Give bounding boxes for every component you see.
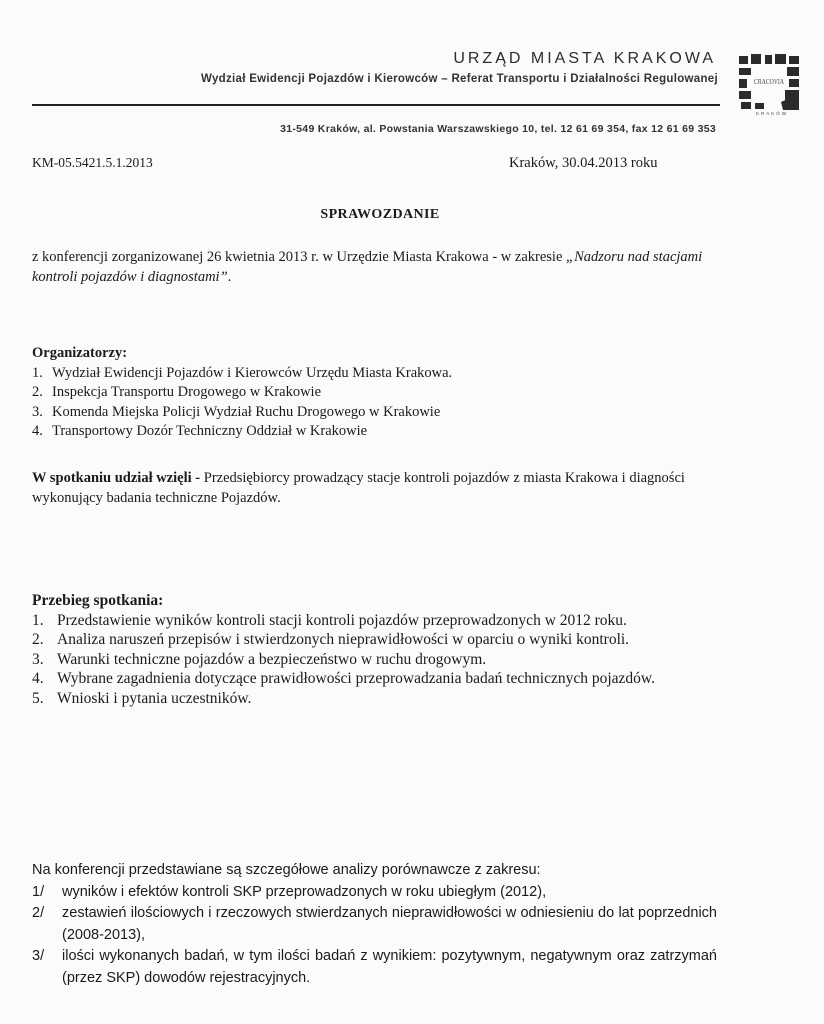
list-item-text: Transportowy Dozór Techniczny Oddział w Krakowie (52, 423, 368, 439)
list-item-number: 4. (32, 423, 43, 439)
meeting-title: Przebieg spotkania: (32, 592, 164, 609)
list-item-number: 2/ (32, 905, 45, 921)
list-item (32, 882, 717, 904)
letterhead-divider (32, 104, 720, 106)
participants-text: Przedsiębiorcy prowadzący stacje kontroli pojazdów z miasta Krakowa i diagności wykonujący badania techniczne Pojazdów. (32, 470, 685, 506)
list-item-text: Wydział Ewidencji Pojazdów i Kierowców Urzędu Miasta Krakowa. (52, 364, 453, 381)
list-item-number: 4. (32, 670, 44, 687)
document-date: Kraków, 30.04.2013 roku (509, 155, 658, 171)
list-item (32, 403, 722, 423)
reference-number: KM-05.5421.5.1.2013 (32, 155, 153, 170)
letterhead-department: Wydział Ewidencji Pojazdów i Kierowców – Referat Transportu i Działalności Regulowanej (201, 73, 718, 85)
list-item (32, 650, 722, 670)
logo-caption: KRAKÓW (755, 111, 788, 116)
list-item (32, 669, 722, 689)
list-item-text: ilości wykonanych badań, w tym ilości badań z wynikiem: pozytywnym, negatywnym oraz zatrzymań (przez SKP) dowodów rejestracyjnych. (62, 948, 717, 986)
list-item-number: 1. (32, 611, 44, 629)
letterhead-title: URZĄD MIASTA KRAKOWA (453, 50, 716, 67)
list-item (32, 422, 722, 442)
list-item-text: Wybrane zagadnienia dotyczące prawidłowości przeprowadzania badań technicznych pojazdów. (57, 670, 655, 687)
list-item-number: 3. (32, 403, 43, 420)
intro-text: z konferencji zorganizowanej 26 kwietnia 2013 r. w Urzędzie Miasta Krakowa - w zakresie (32, 249, 567, 265)
intro-end: . (227, 269, 232, 285)
list-item-number: 3/ (32, 948, 45, 964)
list-item (32, 611, 722, 631)
list-item-number: 5. (32, 689, 44, 707)
list-item-text: Inspekcja Transportu Drogowego w Krakowie (52, 384, 322, 400)
list-item-number: 1. (32, 364, 43, 381)
logo-lettering: CRACOVIA (754, 78, 784, 86)
list-item (32, 630, 722, 650)
list-item-text: Przedstawienie wyników kontroli stacji kontroli pojazdów przeprowadzonych w 2012 roku. (57, 611, 627, 629)
organizers-title: Organizatorzy: (32, 345, 128, 361)
list-item-number: 3. (32, 650, 44, 668)
list-item-text: Analiza naruszeń przepisów i stwierdzonych nieprawidłowości w oparciu o wyniki kontroli. (57, 631, 630, 648)
list-item-text: Wnioski i pytania uczestników. (57, 689, 252, 707)
conference-intro: Na konferencji przedstawiane są szczegółowe analizy porównawcze z zakresu: (32, 862, 541, 878)
organizers-section (32, 344, 722, 442)
participants-title: W spotkaniu udział wzięli - (32, 470, 204, 486)
city-logo-icon (737, 50, 803, 118)
document-heading: SPRAWOZDANIE (320, 207, 440, 222)
list-item-text: zestawień ilościowych i rzeczowych stwierdzanych nieprawidłowości w odniesieniu do lat poprzednich (2008-2013), (62, 905, 717, 943)
participants-section (32, 469, 722, 508)
conference-section (32, 860, 717, 989)
meeting-section (32, 591, 722, 708)
intro-topic: „Nadzoru nad stacjami kontroli pojazdów i diagnostami” (32, 249, 703, 285)
list-item-number: 2. (32, 384, 43, 400)
list-item (32, 903, 717, 946)
list-item-text: wyników i efektów kontroli SKP przeprowadzonych w roku ubiegłym (2012), (62, 883, 547, 900)
list-item (32, 364, 722, 384)
list-item-number: 2. (32, 631, 44, 648)
list-item (32, 383, 722, 403)
letterhead-address: 31-549 Kraków, al. Powstania Warszawskiego 10, tel. 12 61 69 354, fax 12 61 69 353 (280, 123, 716, 135)
list-item (32, 946, 717, 989)
intro-paragraph (32, 247, 720, 287)
list-item-text: Warunki techniczne pojazdów a bezpieczeństwo w ruchu drogowym. (57, 650, 487, 668)
list-item (32, 689, 722, 709)
list-item-text: Komenda Miejska Policji Wydział Ruchu Drogowego w Krakowie (52, 403, 441, 420)
list-item-number: 1/ (32, 883, 45, 900)
